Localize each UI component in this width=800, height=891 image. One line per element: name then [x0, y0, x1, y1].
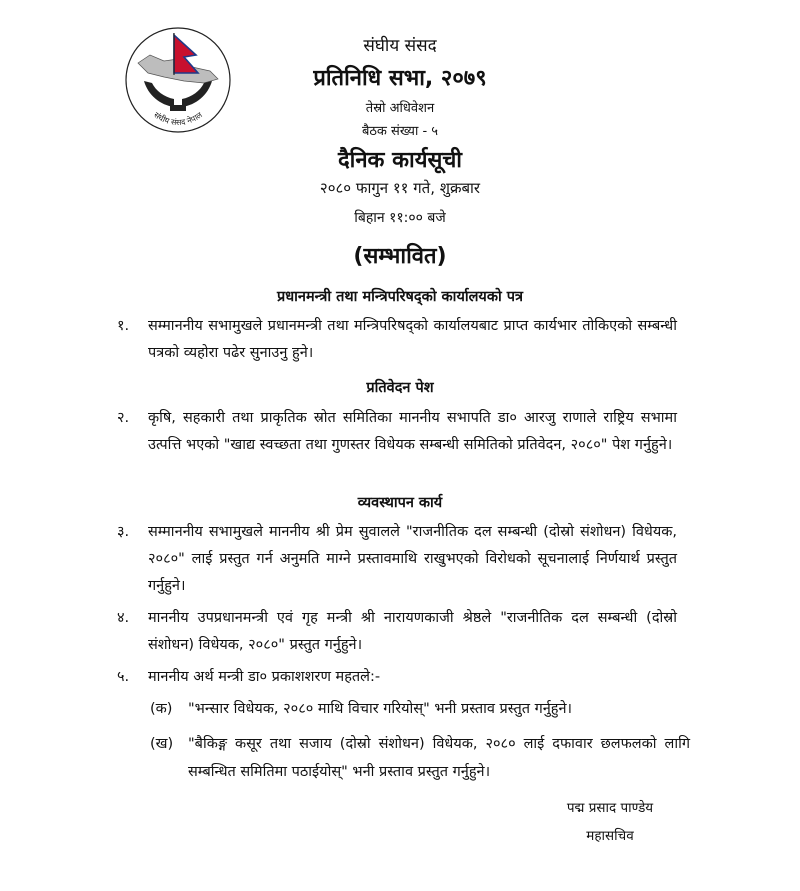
house-title: प्रतिनिधि सभा, २०७९ [313, 66, 487, 91]
agenda-subitem-kha [150, 730, 690, 786]
meeting-date: २०८० फागुन ११ गते, शुक्रबार [319, 179, 481, 197]
agenda-item-1 [117, 313, 677, 367]
item-text: माननीय उपप्रधानमन्त्री एवं गृह मन्त्री श्री नारायणकाजी श्रेष्ठले "राजनीतिक दल सम्बन्धी (दोस्रो संशोधन) विधेयक, २०८०" प्रस्तुत गर्नुहुने। [148, 610, 677, 653]
subitem-text: "भन्सार विधेयक, २०८० माथि विचार गरियोस्" भनी प्रस्ताव प्रस्तुत गर्नुहुने। [188, 701, 573, 717]
probable-label: (सम्भावित) [353, 244, 447, 269]
signatory-name: पद्म प्रसाद पाण्डेय [566, 800, 654, 816]
sitting-number: बैठक संख्या - ५ [361, 124, 439, 139]
item-number: १. [117, 318, 130, 334]
section-heading-legislation: व्यवस्थापन कार्य [357, 495, 443, 511]
signatory-title: महासचिव [586, 828, 634, 844]
agenda-item-4 [117, 605, 677, 659]
emblem-caption: संघीय संसद नेपाल [152, 110, 204, 128]
section-heading-pm-office: प्रधानमन्त्री तथा मन्त्रिपरिषद्को कार्यालयको पत्र [276, 289, 524, 305]
left-hand-icon [144, 81, 174, 107]
wrist-cuff [170, 105, 186, 111]
item-number: ४. [117, 610, 130, 626]
section-heading-report: प्रतिवेदन पेश [366, 380, 434, 396]
subitem-label: (क) [150, 701, 173, 717]
item-number: ५. [117, 669, 130, 685]
agenda-item-3 [117, 519, 677, 600]
subitem-text: "बैकिङ्ग कसूर तथा सजाय (दोस्रो संशोधन) विधेयक, २०८० लाई दफावार छलफलको लागि सम्बन्धित समितिमा पठाईयोस्" भनी प्रस्ताव प्रस्तुत गर्नुहुने। [188, 736, 690, 780]
agenda-item-5 [117, 664, 677, 691]
session-label: तेस्रो अधिवेशन [365, 101, 435, 116]
item-number: ३. [117, 524, 130, 540]
agenda-item-2 [117, 405, 677, 459]
subitem-label: (ख) [150, 736, 174, 752]
item-text: कृषि, सहकारी तथा प्राकृतिक स्रोत समितिका माननीय सभापति डा० आरजु राणाले राष्ट्रिय सभामा उत्पत्ति भएको "खाद्य स्वच्छता तथा गुणस्तर विधेयक सम्बन्धी समितिको प्रतिवेदन, २०८०" पेश गर्नुहुने। [148, 410, 677, 453]
right-hand-icon [182, 81, 212, 107]
item-text: सम्माननीय सभामुखले माननीय श्री प्रेम सुवालले "राजनीतिक दल सम्बन्धी (दोस्रो संशोधन) विधेयक, २०८०" लाई प्रस्तुत गर्न अनुमति माग्ने प्रस्तावमाथि राखुभएको विरोधको सूचनालाई निर्णयार्थ प्रस्तुत गर्नुहुने। [148, 524, 677, 594]
agenda-title: दैनिक कार्यसूची [337, 148, 463, 173]
parliament-emblem [118, 25, 238, 135]
item-text: माननीय अर्थ मन्त्री डा० प्रकाशशरण महतले:- [148, 669, 381, 685]
item-number: २. [117, 410, 130, 426]
item-text: सम्माननीय सभामुखले प्रधानमन्त्री तथा मन्त्रिपरिषद्को कार्यालयबाट प्राप्त कार्यभार तोकिएको सम्बन्धी पत्रको व्यहोरा पढेर सुनाउनु हुने। [148, 318, 677, 361]
agenda-subitem-ka [150, 695, 690, 723]
meeting-time: बिहान ११:०० बजे [354, 210, 446, 226]
parliament-name: संघीय संसद [363, 36, 437, 56]
